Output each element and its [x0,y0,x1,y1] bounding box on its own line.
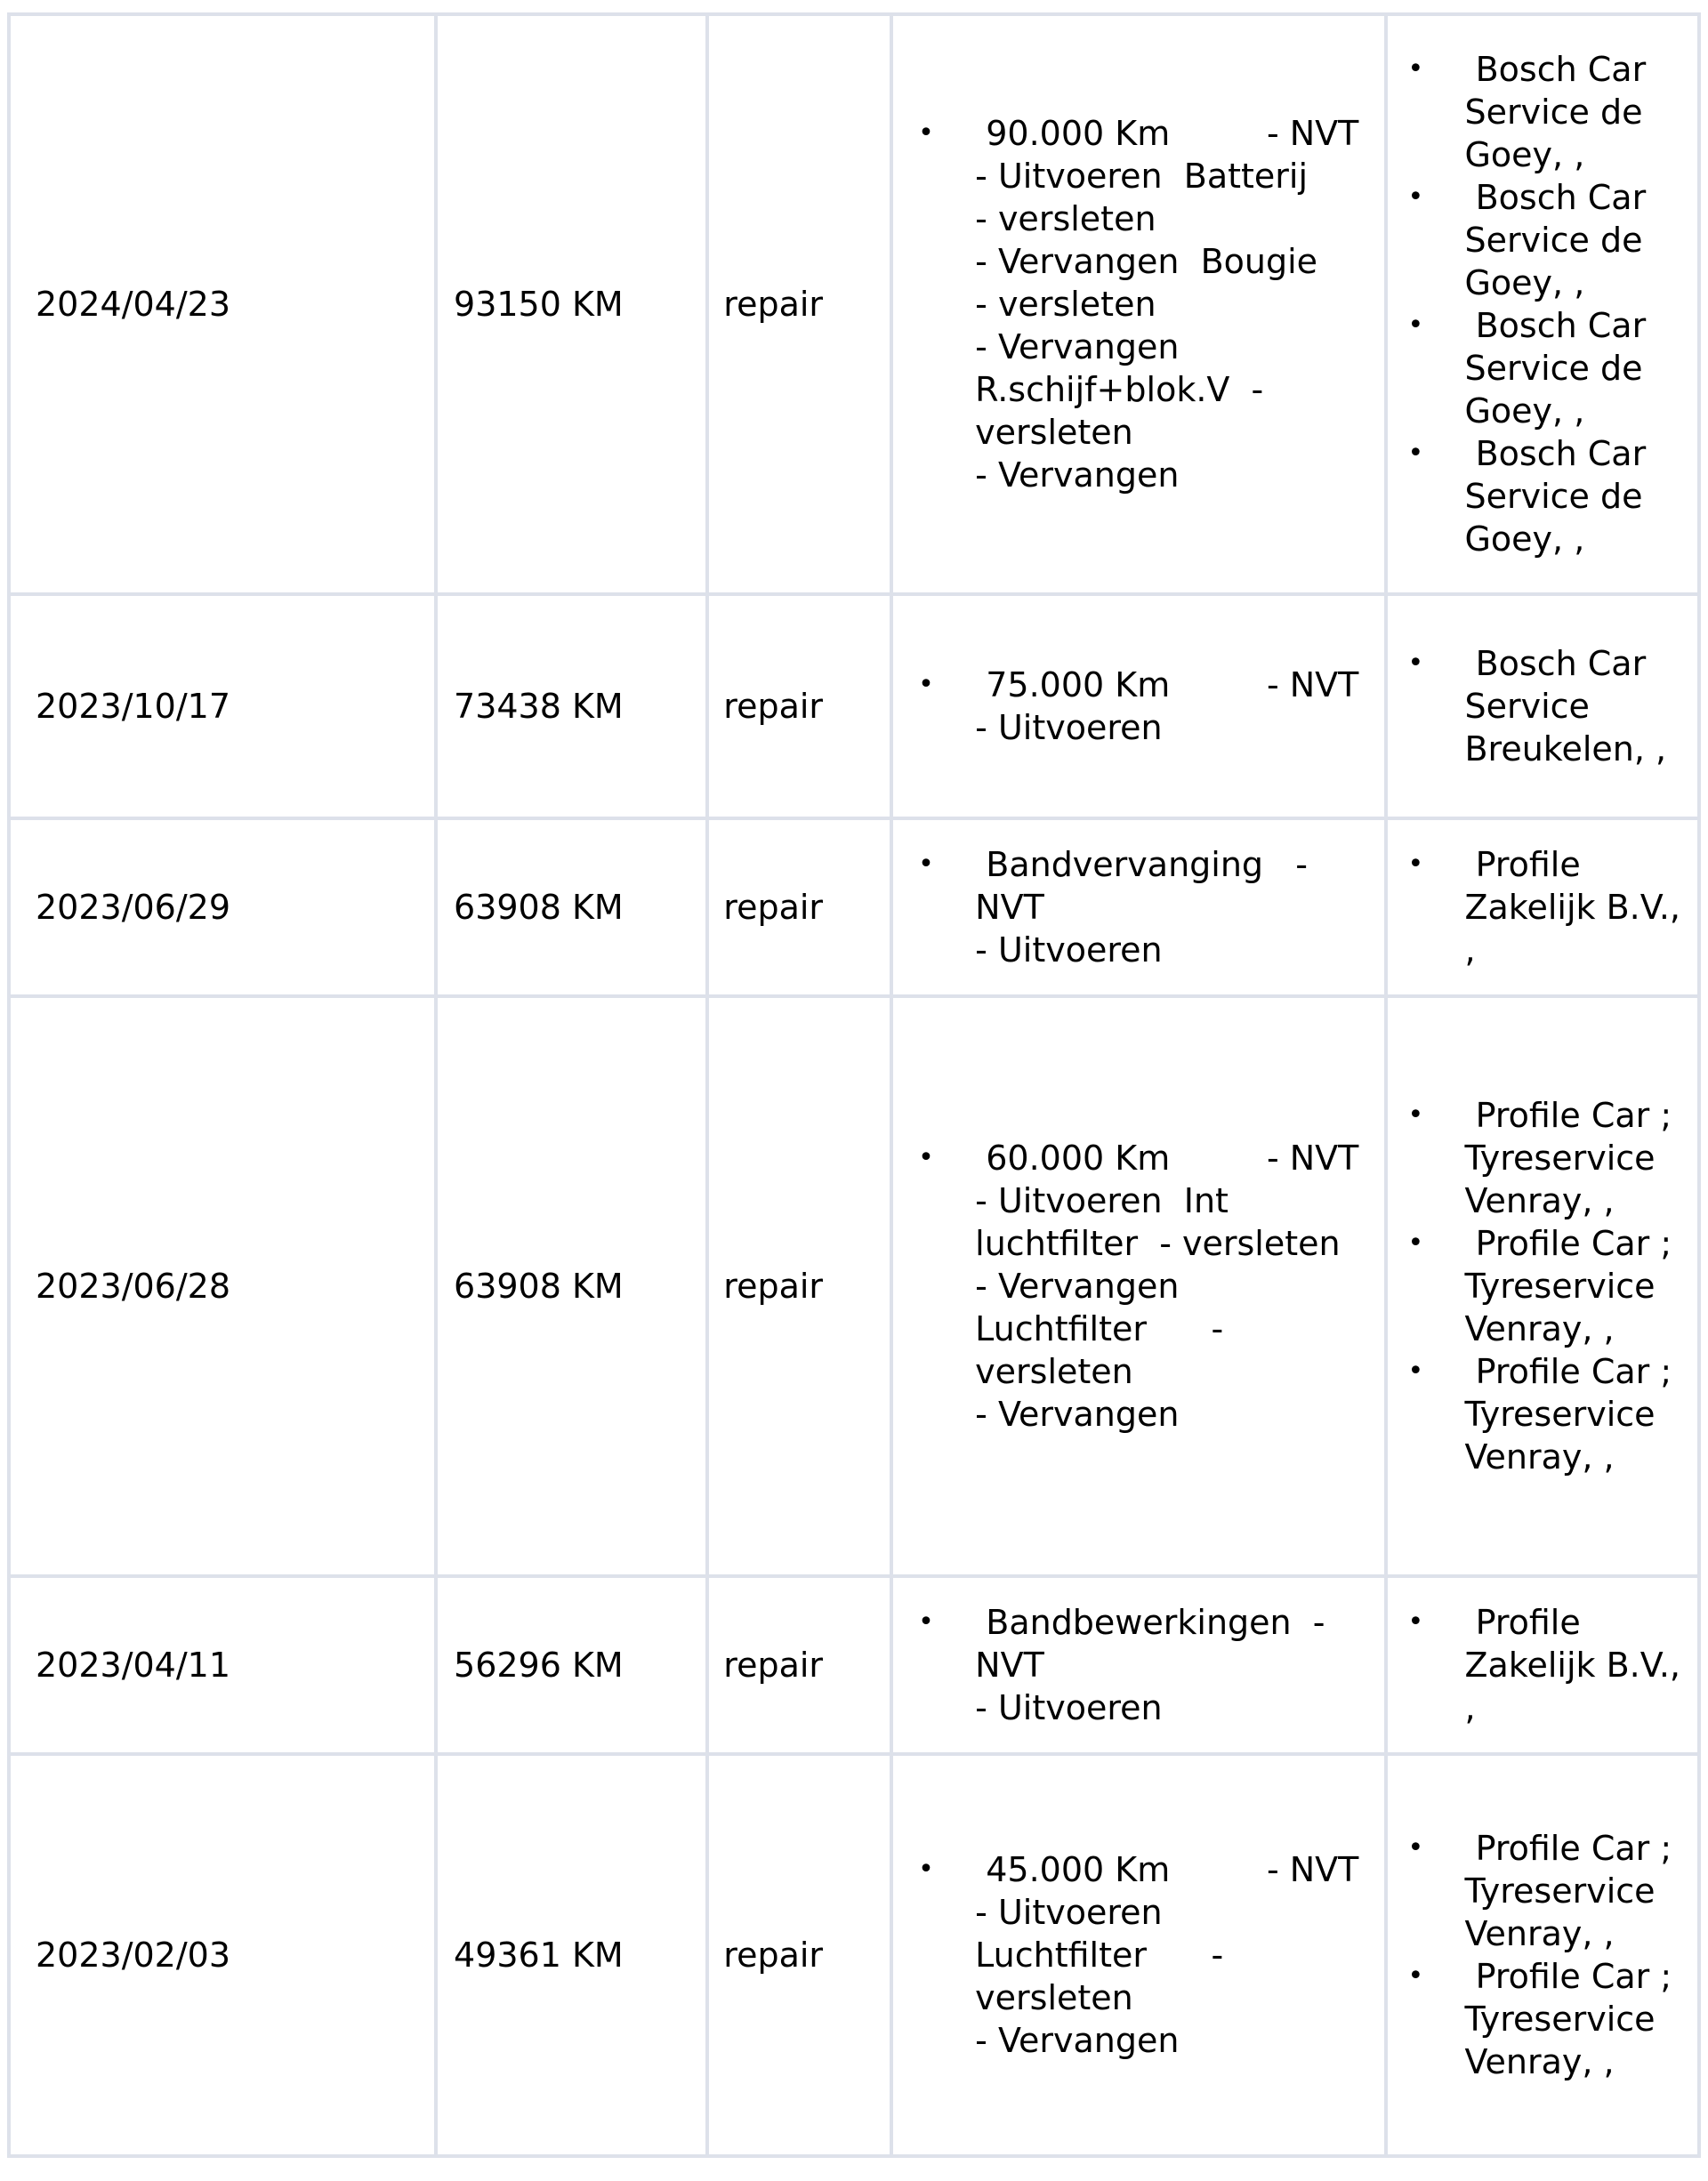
location-list [1407,1094,1685,1478]
description-item: • 75.000 Km - NVT - Uitvoeren [918,664,1370,749]
type-cell: repair [707,14,891,594]
location-list [1407,843,1692,971]
mileage-cell: 93150 KM [436,14,707,594]
location-item: • Profile Car ; Tyreservice Venray, , [1407,1827,1685,1955]
description-item: • 60.000 Km - NVT - Uitvoeren Int luchtfilter - versleten - Vervangen Luchtfilter - versleten - Vervangen [918,1137,1370,1436]
location-item: • Bosch Car Service Breukelen, , [1407,642,1685,770]
description-list [918,664,1370,749]
table-row [9,818,1699,996]
description-cell [891,594,1386,818]
description-item: • Bandbewerkingen - NVT - Uitvoeren [918,1601,1370,1729]
location-cell [1386,996,1699,1576]
date-cell: 2023/06/28 [9,996,436,1576]
date-cell: 2023/04/11 [9,1576,436,1754]
mileage-cell: 49361 KM [436,1754,707,2156]
location-list [1407,1601,1692,1729]
location-list [1407,1827,1685,2083]
description-item: • 90.000 Km - NVT - Uitvoeren Batterij - versleten - Vervangen Bougie - versleten - Vervangen R.schijf+blok.V - versleten - Vervangen [918,112,1370,496]
date-cell: 2023/06/29 [9,818,436,996]
table-row [9,594,1699,818]
description-cell [891,818,1386,996]
location-item: • Profile Car ; Tyreservice Venray, , [1407,1222,1685,1350]
maintenance-history-table [7,12,1701,2158]
type-cell: repair [707,1754,891,2156]
location-list [1407,48,1685,560]
mileage-cell: 63908 KM [436,818,707,996]
description-list [918,1601,1370,1729]
description-cell [891,1754,1386,2156]
description-list [918,1137,1370,1436]
location-cell [1386,14,1699,594]
location-item: • Bosch Car Service de Goey, , [1407,304,1685,432]
location-cell [1386,1576,1699,1754]
date-cell: 2023/02/03 [9,1754,436,2156]
table-row [9,996,1699,1576]
description-list [918,843,1370,971]
location-cell [1386,1754,1699,2156]
mileage-cell: 56296 KM [436,1576,707,1754]
type-cell: repair [707,594,891,818]
description-item: • 45.000 Km - NVT - Uitvoeren Luchtfilter - versleten - Vervangen [918,1848,1370,2062]
description-list [918,1848,1370,2062]
location-item: • Bosch Car Service de Goey, , [1407,48,1685,176]
description-cell [891,14,1386,594]
description-item: • Bandvervanging - NVT - Uitvoeren [918,843,1370,971]
location-item: • Profile Zakelijk B.V., , [1407,1601,1685,1729]
location-cell [1386,818,1699,996]
description-cell [891,1576,1386,1754]
location-item: • Profile Car ; Tyreservice Venray, , [1407,1955,1685,2083]
type-cell: repair [707,996,891,1576]
mileage-cell: 73438 KM [436,594,707,818]
location-list [1407,642,1685,770]
location-item: • Bosch Car Service de Goey, , [1407,176,1685,304]
description-list [918,112,1370,496]
date-cell: 2024/04/23 [9,14,436,594]
maintenance-history-body [9,14,1699,2156]
location-cell [1386,594,1699,818]
type-cell: repair [707,1576,891,1754]
table-row [9,14,1699,594]
description-cell [891,996,1386,1576]
table-row [9,1576,1699,1754]
type-cell: repair [707,818,891,996]
mileage-cell: 63908 KM [436,996,707,1576]
location-item: • Profile Car ; Tyreservice Venray, , [1407,1094,1685,1222]
location-item: • Profile Zakelijk B.V., , [1407,843,1685,971]
date-cell: 2023/10/17 [9,594,436,818]
location-item: • Bosch Car Service de Goey, , [1407,432,1685,560]
location-item: • Profile Car ; Tyreservice Venray, , [1407,1350,1685,1478]
table-row [9,1754,1699,2156]
